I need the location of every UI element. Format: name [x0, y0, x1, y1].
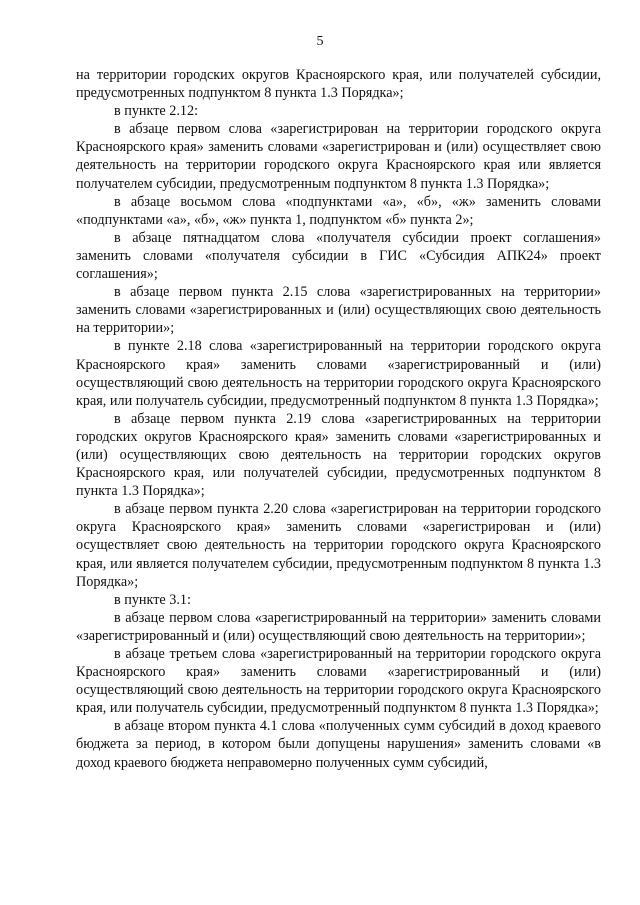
paragraph: в абзаце первом пункта 2.19 слова «зарегистрированных на территории городских округов Красноярского края» заменить словами «зарегистрированных и (или) осуществляющих свою деятельность на территории городских округов Красноярского края, или получателей субсидии, предусмотренных подпунктом 8 пункта 1.3 Порядка»;	[76, 410, 601, 500]
paragraph: в абзаце восьмом слова «подпунктами «а», «б», «ж» заменить словами «подпунктами «а», «б», «ж» пункта 1, подпунктом «б» пункта 2»;	[76, 193, 601, 228]
paragraph: в пункте 2.18 слова «зарегистрированный на территории городского округа Красноярского края» заменить словами «зарегистрированный и (или) осуществляющий свою деятельность на территории городского округа Красноярского края, или получатель субсидии, предусмотренный подпунктом 8 пункта 1.3 Порядка»;	[76, 338, 601, 409]
paragraph: в абзаце первом слова «зарегистрирован на территории городского округа Красноярского края» заменить словами «зарегистрирован и (или) осуществляет свою деятельность на территории городского округа Красноярского края или является получателем субсидии, предусмотренным подпунктом 8 пункта 1.3 Порядка»;	[76, 121, 601, 192]
paragraph: в пункте 3.1:	[114, 591, 191, 608]
paragraph: в абзаце первом пункта 2.15 слова «зарегистрированных на территории» заменить словами «зарегистрированных и (или) осуществляющих свою деятельность на территории»;	[76, 284, 601, 337]
paragraph: на территории городских округов Красноярского края, или получателей субсидии, предусмотренных подпунктом 8 пункта 1.3 Порядка»;	[76, 67, 601, 102]
paragraph: в пункте 2.12:	[114, 103, 199, 120]
page-number: 5	[316, 34, 324, 49]
paragraph: в абзаце первом пункта 2.20 слова «зарегистрирован на территории городского округа Красноярского края» заменить словами «зарегистрирован и (или) осуществляет свою деятельность на территории городского округа Красноярского края, или является получателем субсидии, предусмотренным подпунктом 8 пункта 1.3 Порядка»;	[76, 501, 601, 590]
paragraph: в абзаце пятнадцатом слова «получателя субсидии проект соглашения» заменить словами «получателя субсидии в ГИС «Субсидия АПК24» проект соглашения»;	[76, 229, 601, 283]
paragraph: в абзаце первом слова «зарегистрированный на территории» заменить словами «зарегистрированный и (или) осуществляющий свою деятельность на территории»;	[76, 609, 601, 644]
paragraph: в абзаце втором пункта 4.1 слова «полученных сумм субсидий в доход краевого бюджета за период, в котором были допущены нарушения» заменить словами «в доход краевого бюджета неправомерно полученных сумм субсидий,	[76, 718, 601, 771]
document-body	[76, 66, 601, 772]
paragraph: в абзаце третьем слова «зарегистрированный на территории городского округа Красноярского края» заменить словами «зарегистрированный и (или) осуществляющий свою деятельность на территории городского округа Красноярского края, или получатель субсидии, предусмотренный подпунктом 8 пункта 1.3 Порядка»;	[76, 646, 601, 717]
